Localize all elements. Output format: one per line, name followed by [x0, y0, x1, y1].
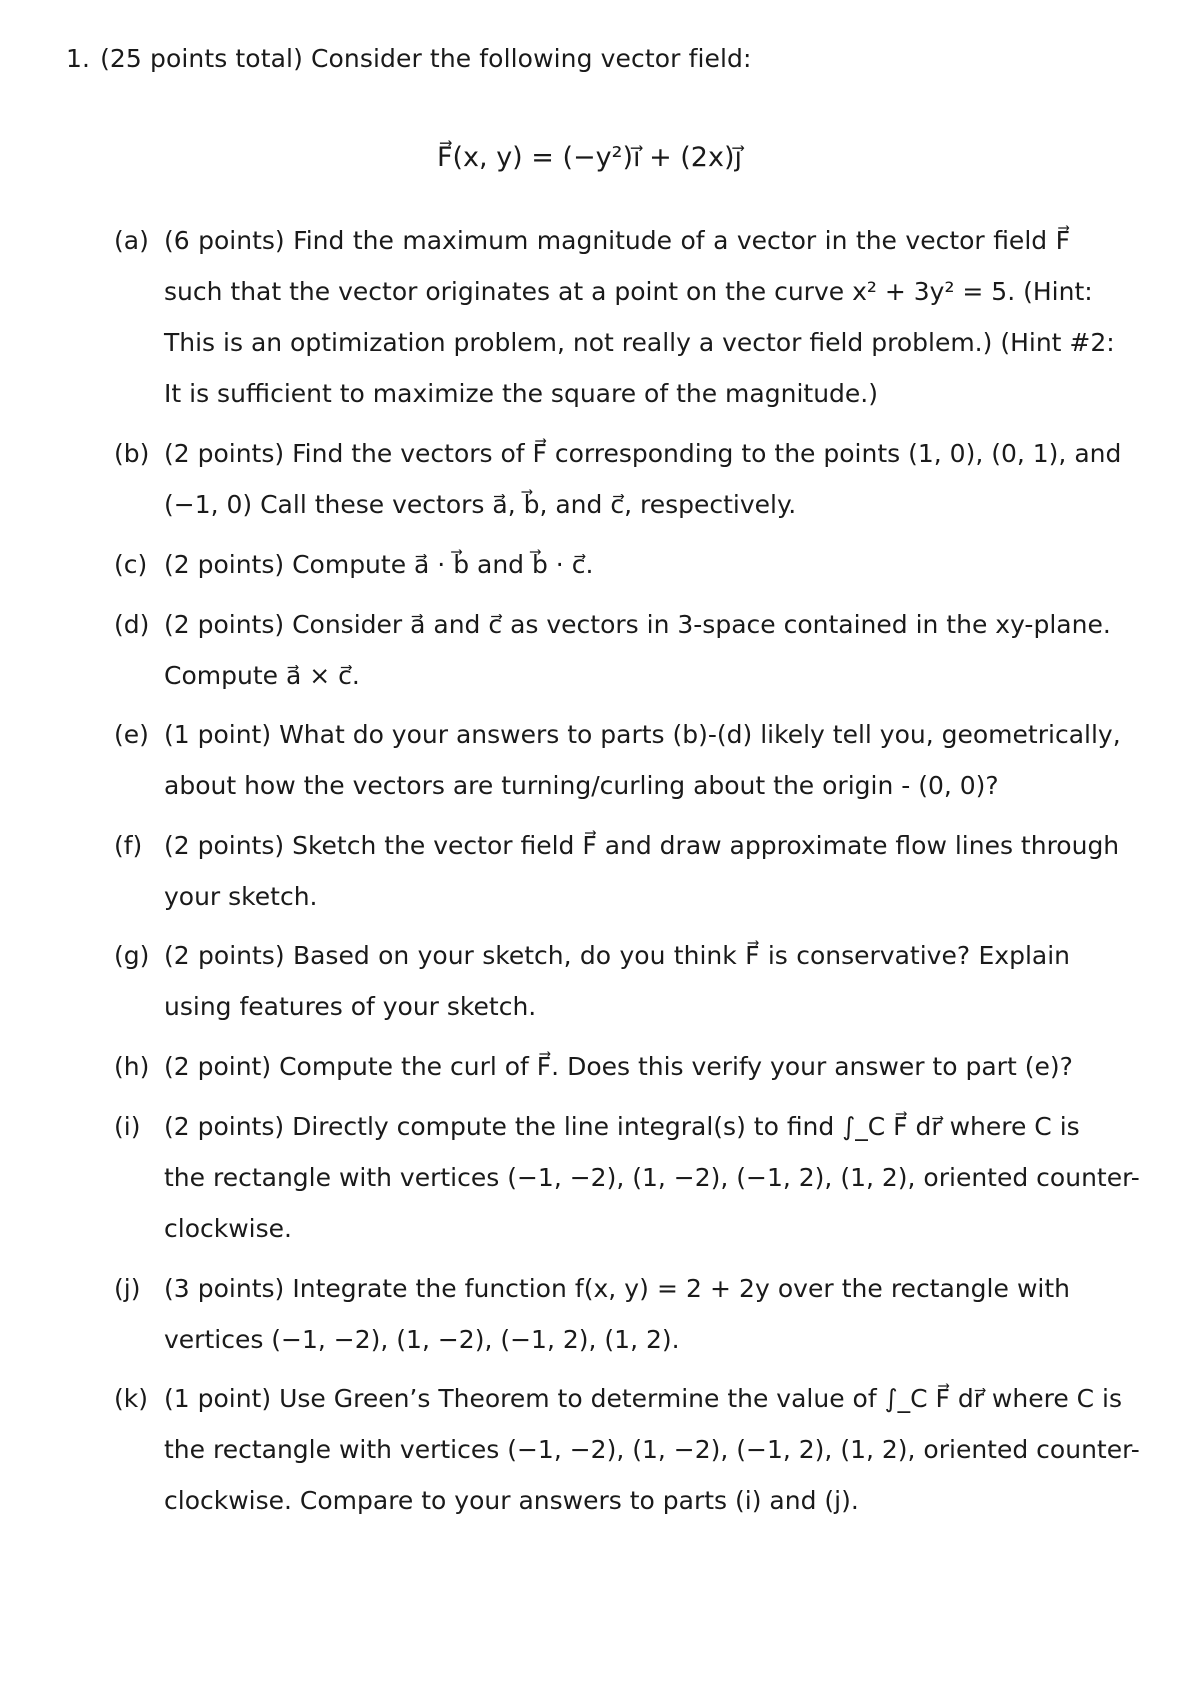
part-label: (c)	[114, 550, 148, 579]
part-label: (g)	[114, 941, 150, 970]
part-text-line: (2 points) Compute a⃗ · b⃗ and b⃗ · c⃗.	[164, 550, 594, 579]
part-label: (d)	[114, 610, 150, 639]
part-text-line: the rectangle with vertices (−1, −2), (1, −2), (−1, 2), (1, 2), oriented counter-	[164, 1435, 1140, 1464]
problem-intro: (25 points total) Consider the following vector field:	[100, 44, 752, 73]
part-text-line: This is an optimization problem, not really a vector field problem.) (Hint #2:	[164, 328, 1115, 357]
part-label: (k)	[114, 1384, 148, 1413]
part-text-line: (2 point) Compute the curl of F⃗. Does this verify your answer to part (e)?	[164, 1052, 1073, 1081]
part-text-line: (2 points) Directly compute the line integral(s) to find ∫_C F⃗ dr⃗ where C is	[164, 1112, 1080, 1141]
problem-number: 1.	[66, 44, 91, 73]
part-text-line: clockwise.	[164, 1214, 292, 1243]
part-text-line: (1 point) What do your answers to parts (b)-(d) likely tell you, geometrically,	[164, 720, 1121, 749]
part-label: (a)	[114, 226, 149, 255]
part-label: (i)	[114, 1112, 141, 1141]
part-text-line: Compute a⃗ × c⃗.	[164, 661, 360, 690]
part-text-line: about how the vectors are turning/curling about the origin - (0, 0)?	[164, 771, 999, 800]
part-text-line: such that the vector originates at a point on the curve x² + 3y² = 5. (Hint:	[164, 277, 1093, 306]
part-text-line: (3 points) Integrate the function f(x, y) = 2 + 2y over the rectangle with	[164, 1274, 1070, 1303]
part-label: (j)	[114, 1274, 141, 1303]
part-label: (b)	[114, 439, 150, 468]
part-text-line: clockwise. Compare to your answers to parts (i) and (j).	[164, 1486, 859, 1515]
part-text-line: the rectangle with vertices (−1, −2), (1, −2), (−1, 2), (1, 2), oriented counter-	[164, 1163, 1140, 1192]
part-text-line: (2 points) Find the vectors of F⃗ corresponding to the points (1, 0), (0, 1), and	[164, 439, 1122, 468]
part-text-line: (1 point) Use Green’s Theorem to determine the value of ∫_C F⃗ dr⃗ where C is	[164, 1384, 1123, 1413]
vector-field-equation: F⃗(x, y) = (−y²)i⃗ + (2x)j⃗	[436, 142, 742, 173]
part-label: (e)	[114, 720, 149, 749]
part-text-line: your sketch.	[164, 882, 318, 911]
part-text-line: using features of your sketch.	[164, 992, 537, 1021]
part-text-line: (−1, 0) Call these vectors a⃗, b⃗, and c⃗, respectively.	[164, 490, 797, 519]
problem-header	[66, 44, 752, 73]
part-text-line: vertices (−1, −2), (1, −2), (−1, 2), (1, 2).	[164, 1325, 680, 1354]
part-label: (h)	[114, 1052, 150, 1081]
part-text-line: (2 points) Sketch the vector field F⃗ and draw approximate flow lines through	[164, 831, 1120, 860]
part-text-line: (6 points) Find the maximum magnitude of a vector in the vector field F⃗	[164, 226, 1070, 255]
part-text-line: (2 points) Consider a⃗ and c⃗ as vectors in 3-space contained in the xy-plane.	[164, 610, 1111, 639]
part-text-line: (2 points) Based on your sketch, do you think F⃗ is conservative? Explain	[164, 941, 1070, 970]
part-label: (f)	[114, 831, 143, 860]
part-text-line: It is sufficient to maximize the square of the magnitude.)	[164, 379, 878, 408]
